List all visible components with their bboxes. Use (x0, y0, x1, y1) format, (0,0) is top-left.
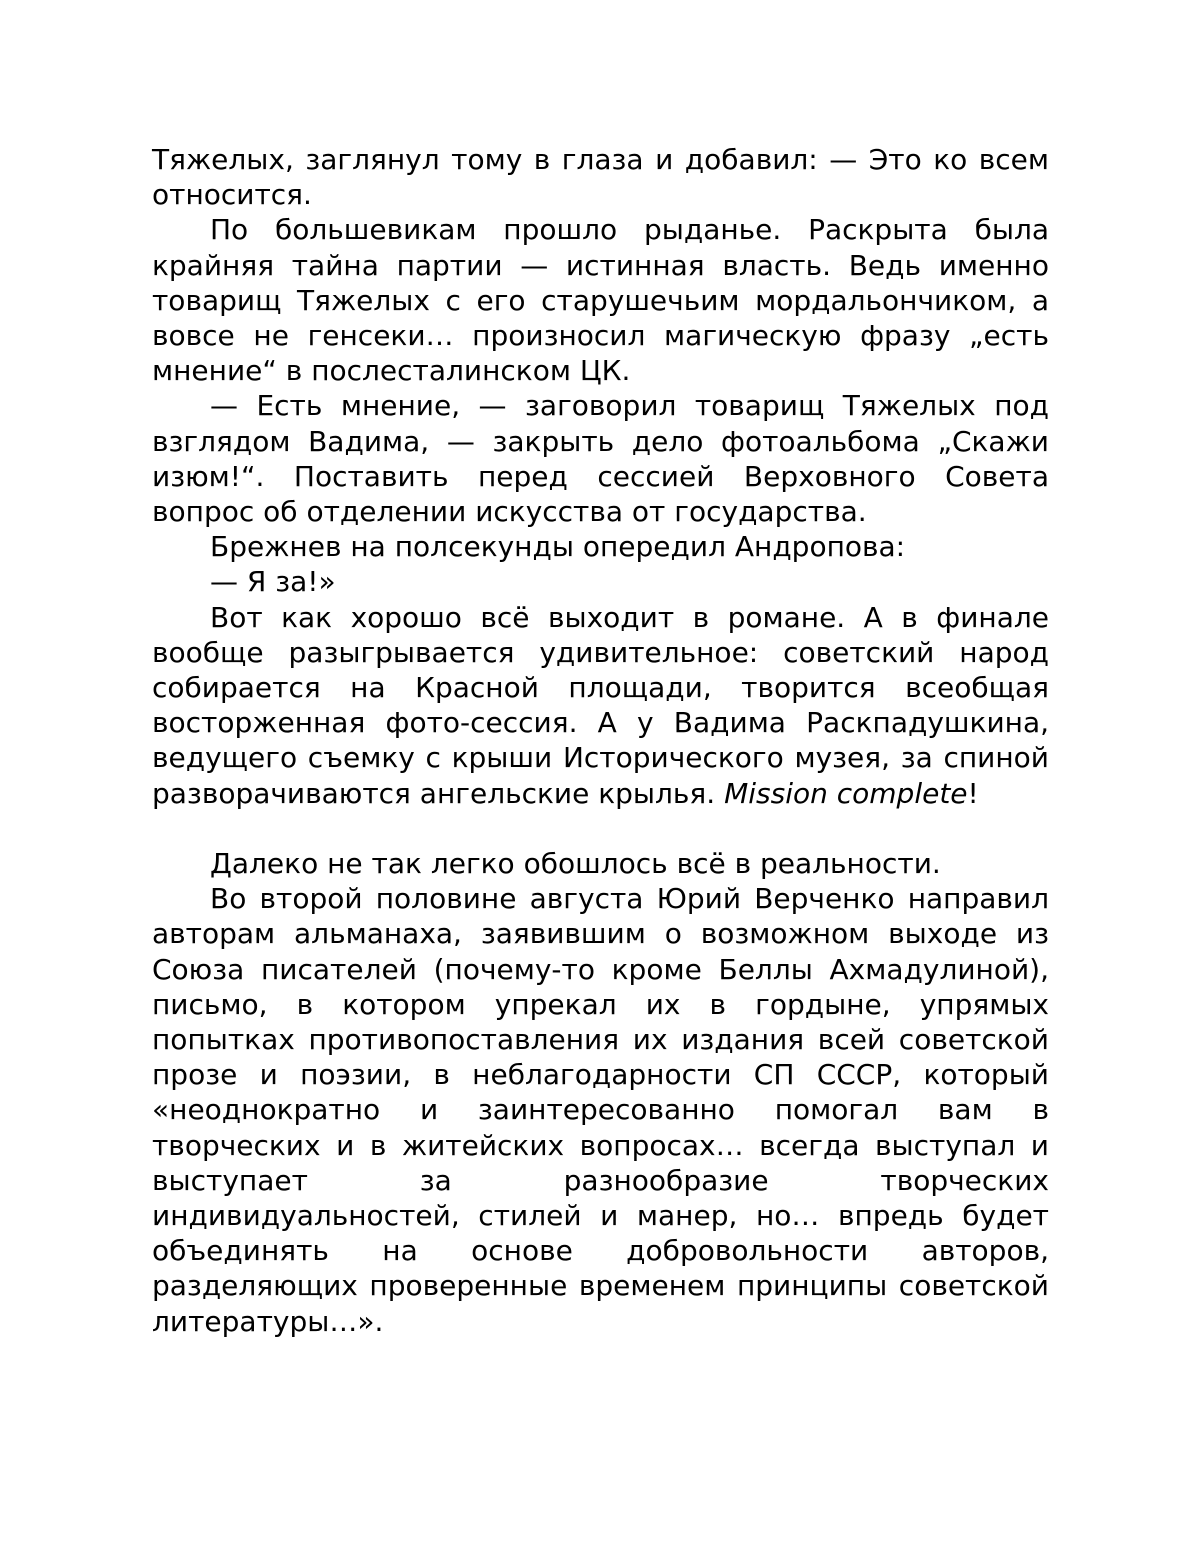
document-page (152, 142, 1049, 1339)
paragraph: По большевикам прошло рыданье. Раскрыта была крайняя тайна партии — истинная власть. Ведь именно товарищ Тяжелых с его старушечьим мордальончиком, а вовсе не генсеки… произносил магическую фразу „есть мнение“ в послесталинском ЦК. (152, 212, 1049, 388)
paragraph: — Я за!» (152, 564, 1049, 599)
italic-phrase: Mission complete (724, 777, 967, 810)
paragraph-text: Вот как хорошо всё выходит в романе. А в финале вообще разыгрывается удивительное: советский народ собирается на Красной площади, творится всеобщая восторженная фото-сессия. А у Вадима Раскпадушкина, ведущего съемку с крыши Исторического музея, за спиной разворачиваются ангельские крылья. (152, 601, 1049, 810)
paragraph: Далеко не так легко обошлось всё в реальности. (152, 846, 1049, 881)
paragraph: Брежнев на полсекунды опередил Андропова: (152, 529, 1049, 564)
paragraph: — Есть мнение, — заговорил товарищ Тяжелых под взглядом Вадима, — закрыть дело фотоальбома „Скажи изюм!“. Поставить перед сессией Верховного Совета вопрос об отделении искусства от государства. (152, 388, 1049, 529)
paragraph: Тяжелых, заглянул тому в глаза и добавил: — Это ко всем относится. (152, 142, 1049, 212)
paragraph: Во второй половине августа Юрий Верченко направил авторам альманаха, заявившим о возможном выходе из Союза писателей (почему-то кроме Беллы Ахмадулиной), письмо, в котором упрекал их в гордыне, упрямых попытках противопоставления их издания всей советской прозе и поэзии, в неблагодарности СП СССР, который «неоднократно и заинтересованно помогал вам в творческих и в житейских вопросах… всегда выступал и выступает за разнообразие творческих индивидуальностей, стилей и манер, но… впредь будет объединять на основе добровольности авторов, разделяющих проверенные временем принципы советской литературы…». (152, 881, 1049, 1339)
paragraph (152, 600, 1049, 811)
paragraph-tail: ! (968, 777, 979, 810)
paragraph-spacer (152, 811, 1049, 846)
